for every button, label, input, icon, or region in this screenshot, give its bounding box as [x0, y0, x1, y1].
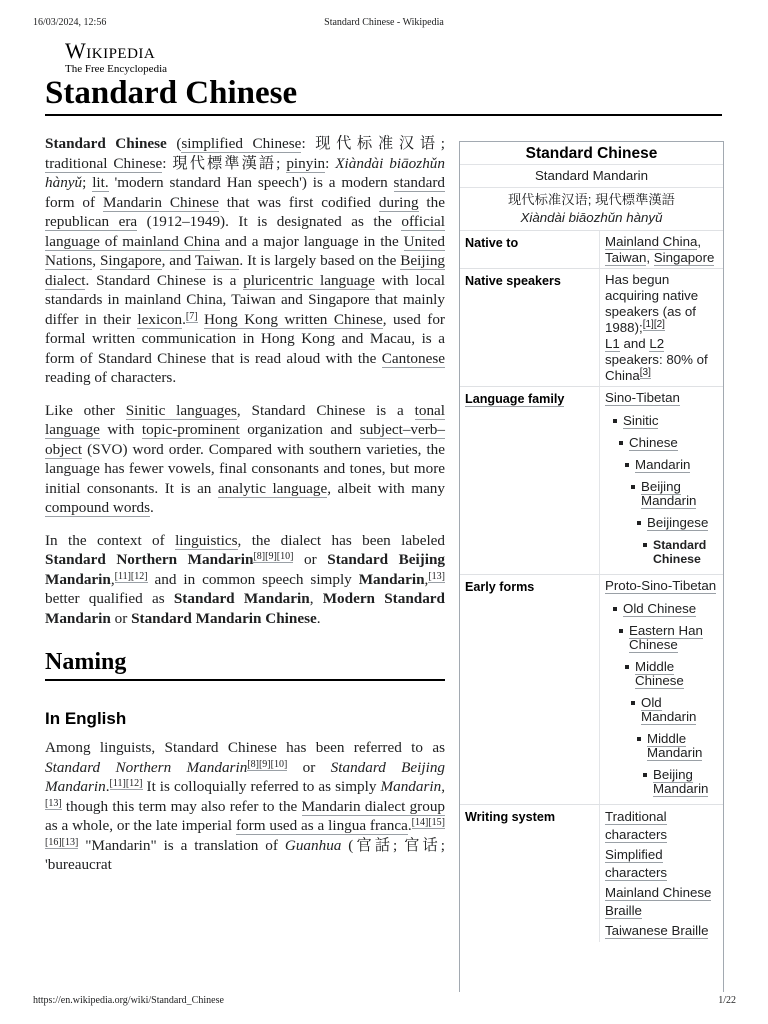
print-page-number: 1/22: [718, 995, 736, 1006]
text: (1912–1949). It is designated as the: [137, 213, 402, 230]
paragraph-naming-english: [45, 738, 445, 875]
infobox-label: Writing system: [465, 810, 556, 824]
term-italic: Standard Beijing Mandarin: [45, 758, 446, 795]
link-linguistics[interactable]: linguistics: [175, 531, 238, 549]
citation[interactable]: [8][9][10]: [253, 551, 294, 562]
infobox-native-name: [460, 187, 723, 230]
paragraph-intro: [45, 134, 445, 388]
link-pinyin[interactable]: pinyin: [286, 154, 326, 172]
link-early-form[interactable]: Beijing Mandarin: [653, 767, 709, 796]
infobox-value: [599, 269, 723, 386]
early-form-item: [653, 768, 719, 796]
link-singapore[interactable]: Singapore: [99, 252, 162, 269]
term-bold: Standard Mandarin Chinese: [131, 609, 317, 627]
infobox-value: [599, 805, 723, 942]
link-lingua-franca[interactable]: form used as a lingua franca: [235, 817, 408, 834]
link-writing-system[interactable]: Mainland Chinese Braille: [605, 885, 712, 918]
term-bold: Standard Chinese: [45, 135, 167, 152]
infobox-row-native-speakers: [460, 268, 723, 386]
text: : 現代標準漢語;: [162, 154, 287, 172]
link-family-item[interactable]: Mandarin: [635, 457, 691, 472]
text: ,: [309, 590, 323, 607]
text: Like other: [45, 401, 126, 419]
text: speakers: 80% of China: [605, 352, 708, 383]
infobox-value: [599, 231, 723, 268]
text: It is colloquially referred to as simply: [142, 778, 381, 795]
text: ,: [92, 252, 100, 269]
link-united-nations[interactable]: United Nations: [45, 232, 445, 269]
link-family-item[interactable]: Beijingese: [647, 515, 709, 530]
link-lexicon[interactable]: lexicon: [137, 310, 183, 328]
family-item: [635, 458, 719, 472]
paragraph-labels: [45, 531, 445, 629]
print-datetime: 16/03/2024, 12:56: [33, 17, 107, 28]
infobox-label: Native speakers: [465, 274, 561, 288]
text: :: [325, 154, 336, 172]
text: : 现代标准汉语;: [301, 135, 445, 152]
link-early-form[interactable]: Old Chinese: [623, 601, 697, 616]
text: reading of characters.: [45, 369, 177, 386]
early-form-root[interactable]: Proto-Sino-Tibetan: [605, 578, 717, 593]
infobox-value: [599, 575, 723, 804]
infobox-row-early-forms: [460, 574, 723, 804]
print-header: [0, 17, 768, 29]
infobox-subtitle: Standard Mandarin: [460, 164, 723, 187]
infobox-value: [599, 387, 723, 574]
term-italic: Guanhua: [284, 836, 342, 854]
citation[interactable]: [3]: [639, 367, 651, 378]
link-l1[interactable]: L1: [605, 336, 620, 351]
family-item-current: Standard Chinese: [653, 538, 719, 566]
family-item: [647, 516, 719, 530]
link-early-form[interactable]: Old Mandarin: [641, 695, 697, 724]
text: (SVO) word order. Compared with southern varieties, the language has fewer vowels, final consonants and tones, but more initial consonants. It is an: [45, 440, 445, 497]
link-compound-words[interactable]: compound words: [45, 499, 151, 516]
family-root[interactable]: Sino-Tibetan: [605, 390, 680, 405]
family-item: [641, 480, 719, 508]
link-hong-kong-written-chinese[interactable]: Hong Kong written Chinese: [204, 310, 383, 328]
link-svo[interactable]: subject–verb–object: [45, 421, 445, 458]
early-form-item: [647, 732, 719, 760]
text: .: [316, 609, 321, 627]
text: , albeit with many: [327, 479, 445, 497]
term-bold: Modern Standard Mandarin: [45, 590, 445, 627]
page-title: Standard Chinese: [45, 75, 298, 111]
link-official-language[interactable]: official language of mainland China: [45, 213, 445, 250]
link-singapore[interactable]: Singapore: [653, 250, 715, 265]
text: that was first codified: [218, 193, 379, 211]
infobox-title: Standard Chinese: [525, 145, 658, 162]
link-family-item[interactable]: Sinitic: [623, 413, 659, 428]
link-writing-system[interactable]: Taiwanese Braille: [605, 923, 709, 938]
early-form-item: [635, 660, 719, 688]
text: form of: [45, 193, 103, 211]
logo-tagline: The Free Encyclopedia: [65, 63, 168, 75]
wikipedia-logo[interactable]: [65, 40, 167, 75]
text: and in common speech simply: [147, 570, 359, 588]
link-mandarin-dialect-group[interactable]: Mandarin dialect group: [301, 797, 446, 815]
text: the: [418, 193, 445, 211]
citation[interactable]: [1][2]: [642, 319, 665, 330]
text: (官話; 官话; 'bureaucrat: [45, 836, 446, 873]
link-sinitic-languages[interactable]: Sinitic languages: [125, 401, 237, 419]
infobox-row-language-family: [460, 386, 723, 574]
text: or: [287, 758, 331, 776]
text: , Standard Chinese is a: [236, 401, 415, 419]
text: . Standard Chinese is a: [85, 271, 244, 289]
text: (: [166, 135, 182, 152]
native-speakers-text: Has begun acquiring native speakers (as of 1988);: [605, 272, 699, 335]
subsection-heading-in-english: In English: [45, 709, 127, 728]
link-family-item[interactable]: Chinese: [629, 435, 678, 450]
link-writing-system[interactable]: Traditional characters: [605, 809, 668, 842]
link-tonal-language[interactable]: tonal language: [45, 401, 445, 438]
link-republican-era[interactable]: republican era: [45, 213, 138, 230]
text: ;: [82, 174, 93, 191]
infobox: [459, 141, 724, 992]
citation[interactable]: [7]: [185, 310, 198, 322]
early-form-item: [623, 602, 719, 616]
text: , and: [161, 252, 195, 269]
link-analytic-language[interactable]: analytic language: [217, 479, 328, 497]
family-item: [623, 414, 719, 428]
text: and: [619, 336, 650, 351]
print-footer: [0, 995, 768, 1007]
link-taiwan[interactable]: Taiwan: [605, 250, 647, 265]
text: ,: [697, 234, 702, 249]
infobox-label: Native to: [465, 236, 519, 250]
title-divider: [45, 114, 722, 116]
link-traditional-chinese[interactable]: traditional Chinese: [45, 154, 163, 172]
native-name-chinese: 现代标准汉语; 現代標準漢語: [508, 192, 675, 207]
infobox-row-native-to: [460, 230, 723, 268]
text: . It is largely based on the: [239, 252, 401, 269]
link-simplified-chinese[interactable]: simplified Chinese: [181, 135, 302, 152]
text: with local standards in mainland China, Taiwan and Singapore that mainly differ in their: [45, 271, 445, 328]
link-early-form[interactable]: Eastern Han Chinese: [629, 623, 703, 652]
infobox-label: Early forms: [465, 580, 535, 594]
link-beijing-dialect[interactable]: Beijing dialect: [45, 252, 446, 289]
citation[interactable]: [11][12]: [114, 570, 148, 582]
text: ,: [424, 570, 429, 588]
text: or: [293, 551, 328, 568]
term-bold: Standard Northern Mandarin: [45, 551, 254, 568]
link-standard[interactable]: standard: [393, 174, 445, 191]
text: , the dialect has been labeled: [237, 531, 446, 549]
text: ,: [646, 250, 654, 265]
link-during[interactable]: during: [378, 193, 419, 211]
infobox-label: [460, 387, 599, 574]
term-italic: Standard Northern Mandarin: [45, 758, 248, 776]
term-bold: Standard Beijing Mandarin: [45, 551, 445, 588]
citation[interactable]: [13]: [428, 570, 445, 582]
link-topic-prominent[interactable]: topic-prominent: [141, 421, 240, 438]
link-pluricentric-language[interactable]: pluricentric language: [243, 271, 375, 289]
citation[interactable]: [11][12]: [109, 778, 143, 789]
text: better qualified as: [45, 590, 174, 607]
text: In the context of: [45, 531, 176, 549]
link-language-family[interactable]: Language family: [465, 392, 565, 406]
infobox-row-writing-system: [460, 804, 723, 942]
term-italic: Mandarin: [380, 778, 442, 795]
pinyin-text: Xiàndài biāozhǔn hànyǔ: [45, 154, 445, 191]
link-taiwan[interactable]: Taiwan: [194, 252, 240, 269]
link-family-item[interactable]: Beijing Mandarin: [641, 479, 697, 508]
text: Among linguists, Standard Chinese has been referred to as: [45, 739, 445, 756]
text: 'modern standard Han speech') is a modern: [108, 174, 394, 191]
text: , used for formal written communication in Hong Kong and Macau, is a form of Standard Chinese that is read aloud with the: [45, 310, 445, 367]
term-bold: Standard Mandarin: [173, 590, 310, 607]
text: as a whole, or the late imperial: [45, 817, 236, 834]
text: .: [182, 310, 186, 328]
section-heading-naming: Naming: [45, 648, 445, 681]
text: .: [150, 499, 154, 516]
early-form-item: [641, 696, 719, 724]
text: ,: [441, 778, 445, 795]
print-url: https://en.wikipedia.org/wiki/Standard_Chinese: [33, 995, 224, 1006]
family-item: [629, 436, 719, 450]
print-doc-title: Standard Chinese - Wikipedia: [324, 17, 444, 28]
early-form-item: [629, 624, 719, 652]
citation[interactable]: [8][9][10]: [247, 758, 288, 770]
text: and a major language in the: [220, 232, 404, 250]
link-cantonese[interactable]: Cantonese: [381, 349, 445, 367]
citation[interactable]: [13]: [45, 797, 62, 809]
text: organization and: [239, 421, 360, 438]
paragraph-typology: [45, 401, 445, 518]
term-bold: Mandarin: [358, 570, 425, 588]
native-name-pinyin: Xiàndài biāozhǔn hànyǔ: [520, 210, 663, 225]
link-writing-system[interactable]: Simplified characters: [605, 847, 668, 880]
link-l2[interactable]: L2: [649, 336, 665, 351]
link-early-form[interactable]: Middle Mandarin: [647, 731, 703, 760]
text: ,: [110, 570, 115, 588]
text: "Mandarin" is a translation of: [78, 836, 285, 854]
citation[interactable]: [14][15][16][13]: [45, 817, 445, 848]
text: or: [110, 609, 132, 627]
text: .: [407, 817, 412, 834]
text: though this term may also refer to the: [61, 797, 302, 815]
text: .: [105, 778, 110, 795]
link-lit[interactable]: lit.: [92, 174, 109, 191]
link-mainland-china[interactable]: Mainland China: [605, 234, 698, 249]
link-early-form[interactable]: Middle Chinese: [635, 659, 684, 688]
link-mandarin-chinese[interactable]: Mandarin Chinese: [102, 193, 219, 211]
logo-wordmark: Wikipedia: [65, 38, 156, 63]
article-body: [45, 134, 445, 888]
text: with: [99, 421, 142, 438]
